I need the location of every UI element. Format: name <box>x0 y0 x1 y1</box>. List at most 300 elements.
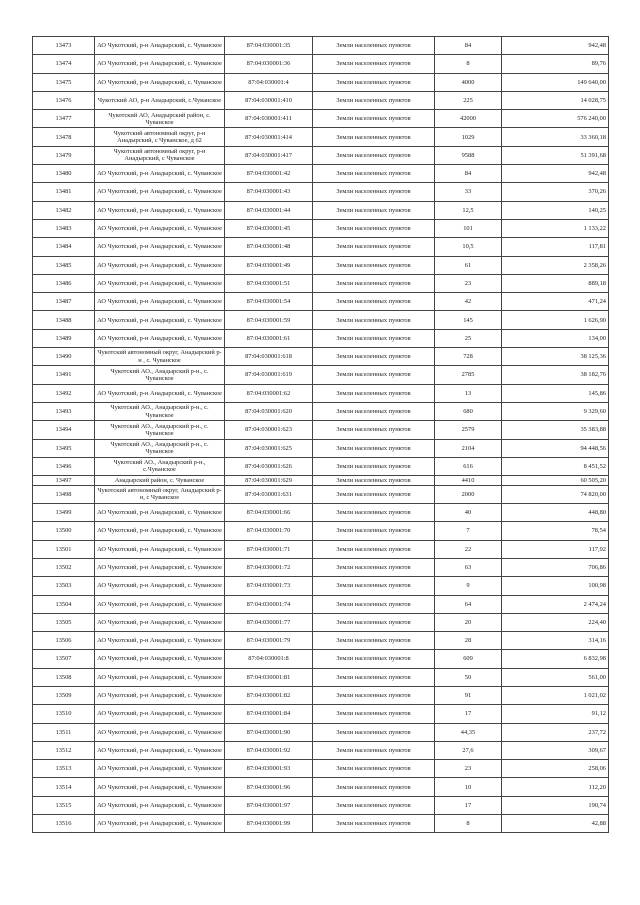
table-row <box>33 778 609 796</box>
land-category-cell: Земли населенных пунктов <box>313 668 435 686</box>
cadastral-value-cell: 9 329,60 <box>502 402 609 420</box>
cadastral-value-cell: 38 125,36 <box>502 348 609 366</box>
land-category-cell: Земли населенных пунктов <box>313 577 435 595</box>
cadastral-value-cell: 889,18 <box>502 274 609 292</box>
area-cell: 63 <box>435 558 502 576</box>
address-cell: АО Чукотский, р-н Анадырский, с. Чуванское <box>95 705 225 723</box>
land-category-cell: Земли населенных пунктов <box>313 311 435 329</box>
table-row <box>33 577 609 595</box>
row-number-cell: 13495 <box>33 439 95 457</box>
land-category-cell: Земли населенных пунктов <box>313 219 435 237</box>
cadastral-number-cell: 87:04:030001:70 <box>225 522 313 540</box>
row-number-cell: 13479 <box>33 146 95 164</box>
row-number-cell: 13503 <box>33 577 95 595</box>
cadastral-value-cell: 2 358,26 <box>502 256 609 274</box>
cadastral-value-cell: 258,06 <box>502 760 609 778</box>
cadastral-value-cell: 74 820,00 <box>502 485 609 503</box>
row-number-cell: 13507 <box>33 650 95 668</box>
cadastral-number-cell: 87:04:030001:96 <box>225 778 313 796</box>
land-category-cell: Земли населенных пунктов <box>313 815 435 833</box>
area-cell: 4000 <box>435 73 502 91</box>
cadastral-value-cell: 1 021,02 <box>502 686 609 704</box>
cadastral-number-cell: 87:04:030001:618 <box>225 348 313 366</box>
address-cell: АО Чукотский, р-н Анадырский, с. Чуванское <box>95 238 225 256</box>
address-cell: Чукотский автономный округ, р-н Анадырский, с Чуванское, д 62 <box>95 128 225 146</box>
table-row <box>33 274 609 292</box>
table-row <box>33 595 609 613</box>
row-number-cell: 13506 <box>33 632 95 650</box>
row-number-cell: 13478 <box>33 128 95 146</box>
cadastral-value-cell: 140,25 <box>502 201 609 219</box>
cadastral-value-cell: 91,12 <box>502 705 609 723</box>
land-category-cell: Земли населенных пунктов <box>313 293 435 311</box>
cadastral-value-cell: 1 626,90 <box>502 311 609 329</box>
table-row <box>33 632 609 650</box>
address-cell: Чукотский АО., Анадырский р-н., с. Чуванское <box>95 439 225 457</box>
land-category-cell: Земли населенных пунктов <box>313 705 435 723</box>
land-category-cell: Земли населенных пунктов <box>313 384 435 402</box>
row-number-cell: 13510 <box>33 705 95 723</box>
area-cell: 42000 <box>435 110 502 128</box>
table-row <box>33 128 609 146</box>
cadastral-value-cell: 33 360,18 <box>502 128 609 146</box>
area-cell: 609 <box>435 650 502 668</box>
address-cell: Чукотский АО., Анадырский р-н., с. Чуванское <box>95 366 225 384</box>
cadastral-value-cell: 35 383,88 <box>502 421 609 439</box>
table-row <box>33 201 609 219</box>
row-number-cell: 13489 <box>33 329 95 347</box>
address-cell: Чукотский АО, Анадырский район, с. Чуванское <box>95 110 225 128</box>
row-number-cell: 13473 <box>33 37 95 55</box>
cadastral-number-cell: 87:04:030001:43 <box>225 183 313 201</box>
table-row <box>33 796 609 814</box>
area-cell: 12,5 <box>435 201 502 219</box>
row-number-cell: 13500 <box>33 522 95 540</box>
area-cell: 22 <box>435 540 502 558</box>
cadastral-number-cell: 87:04:030001:410 <box>225 91 313 109</box>
area-cell: 50 <box>435 668 502 686</box>
table-row <box>33 723 609 741</box>
address-cell: АО Чукотский, р-н Анадырский, с. Чуванское <box>95 165 225 183</box>
address-cell: АО Чукотский, р-н Анадырский, с. Чуванское <box>95 183 225 201</box>
cadastral-number-cell: 87:04:030001:61 <box>225 329 313 347</box>
table-row <box>33 183 609 201</box>
address-cell: АО Чукотский, р-н Анадырский, с. Чуванское <box>95 329 225 347</box>
area-cell: 64 <box>435 595 502 613</box>
cadastral-number-cell: 87:04:030001:620 <box>225 402 313 420</box>
table-row <box>33 485 609 503</box>
land-category-cell: Земли населенных пунктов <box>313 128 435 146</box>
cadastral-number-cell: 87:04:030001:623 <box>225 421 313 439</box>
cadastral-value-cell: 134,00 <box>502 329 609 347</box>
land-category-cell: Земли населенных пунктов <box>313 540 435 558</box>
address-cell: Анадырский район, с. Чуванское <box>95 476 225 486</box>
area-cell: 40 <box>435 504 502 522</box>
address-cell: Чукотский АО., Анадырский р-н., с.Чуванское <box>95 457 225 475</box>
land-category-cell: Земли населенных пунктов <box>313 476 435 486</box>
row-number-cell: 13511 <box>33 723 95 741</box>
row-number-cell: 13477 <box>33 110 95 128</box>
table-row <box>33 760 609 778</box>
area-cell: 28 <box>435 632 502 650</box>
area-cell: 616 <box>435 457 502 475</box>
land-category-cell: Земли населенных пунктов <box>313 165 435 183</box>
area-cell: 8 <box>435 815 502 833</box>
cadastral-number-cell: 87:04:030001:84 <box>225 705 313 723</box>
cadastral-value-cell: 78,54 <box>502 522 609 540</box>
cadastral-number-cell: 87:04:030001:72 <box>225 558 313 576</box>
area-cell: 17 <box>435 705 502 723</box>
cadastral-number-cell: 87:04:030001:42 <box>225 165 313 183</box>
land-category-cell: Земли населенных пунктов <box>313 274 435 292</box>
table-row <box>33 686 609 704</box>
address-cell: АО Чукотский, р-н Анадырский, с. Чуванское <box>95 815 225 833</box>
land-category-cell: Земли населенных пунктов <box>313 421 435 439</box>
land-category-cell: Земли населенных пунктов <box>313 595 435 613</box>
address-cell: АО Чукотский, р-н Анадырский, с. Чуванское <box>95 522 225 540</box>
address-cell: Чукотский автономный округ, Анадырский р-н, с Чуванское <box>95 485 225 503</box>
address-cell: АО Чукотский, р-н Анадырский, с. Чуванское <box>95 796 225 814</box>
cadastral-number-cell: 87:04:030001:74 <box>225 595 313 613</box>
row-number-cell: 13496 <box>33 457 95 475</box>
cadastral-value-cell: 1 133,22 <box>502 219 609 237</box>
row-number-cell: 13488 <box>33 311 95 329</box>
cadastral-number-cell: 87:04:030001:49 <box>225 256 313 274</box>
row-number-cell: 13502 <box>33 558 95 576</box>
table-row <box>33 504 609 522</box>
row-number-cell: 13498 <box>33 485 95 503</box>
cadastral-value-cell: 190,74 <box>502 796 609 814</box>
table-row <box>33 55 609 73</box>
cadastral-value-cell: 706,86 <box>502 558 609 576</box>
cadastral-value-cell: 100,98 <box>502 577 609 595</box>
table-row <box>33 73 609 91</box>
cadastral-number-cell: 87:04:030001:631 <box>225 485 313 503</box>
table-row <box>33 476 609 486</box>
address-cell: АО Чукотский, р-н Анадырский, с. Чуванское <box>95 311 225 329</box>
cadastral-value-cell: 94 448,56 <box>502 439 609 457</box>
area-cell: 10,5 <box>435 238 502 256</box>
table-row <box>33 668 609 686</box>
cadastral-value-cell: 224,40 <box>502 613 609 631</box>
row-number-cell: 13474 <box>33 55 95 73</box>
address-cell: АО Чукотский, р-н Анадырский, с. Чуванское <box>95 73 225 91</box>
address-cell: АО Чукотский, р-н Анадырский, с. Чуванское <box>95 201 225 219</box>
area-cell: 13 <box>435 384 502 402</box>
table-row <box>33 311 609 329</box>
table-row <box>33 439 609 457</box>
land-category-cell: Земли населенных пунктов <box>313 348 435 366</box>
area-cell: 728 <box>435 348 502 366</box>
table-row <box>33 540 609 558</box>
land-category-cell: Земли населенных пунктов <box>313 457 435 475</box>
address-cell: Чукотский АО, р-н Анадырский, с.Чуванское <box>95 91 225 109</box>
area-cell: 9588 <box>435 146 502 164</box>
table-row <box>33 366 609 384</box>
area-cell: 2000 <box>435 485 502 503</box>
area-cell: 225 <box>435 91 502 109</box>
address-cell: АО Чукотский, р-н Анадырский, с. Чуванское <box>95 686 225 704</box>
cadastral-number-cell: 87:04:030001:44 <box>225 201 313 219</box>
table-row <box>33 329 609 347</box>
table-row <box>33 91 609 109</box>
cadastral-value-cell: 471,24 <box>502 293 609 311</box>
row-number-cell: 13491 <box>33 366 95 384</box>
land-category-cell: Земли населенных пунктов <box>313 366 435 384</box>
cadastral-number-cell: 87:04:030001:59 <box>225 311 313 329</box>
row-number-cell: 13505 <box>33 613 95 631</box>
row-number-cell: 13516 <box>33 815 95 833</box>
land-category-cell: Земли населенных пунктов <box>313 778 435 796</box>
row-number-cell: 13493 <box>33 402 95 420</box>
cadastral-value-cell: 6 832,98 <box>502 650 609 668</box>
address-cell: АО Чукотский, р-н Анадырский, с. Чуванское <box>95 558 225 576</box>
cadastral-value-cell: 942,48 <box>502 37 609 55</box>
cadastral-value-cell: 149 640,00 <box>502 73 609 91</box>
cadastral-value-cell: 38 182,76 <box>502 366 609 384</box>
address-cell: АО Чукотский, р-н Анадырский, с. Чуванское <box>95 293 225 311</box>
land-category-cell: Земли населенных пунктов <box>313 402 435 420</box>
area-cell: 42 <box>435 293 502 311</box>
address-cell: Чукотский АО., Анадырский р-н., с. Чуванское <box>95 402 225 420</box>
land-category-cell: Земли населенных пунктов <box>313 238 435 256</box>
address-cell: АО Чукотский, р-н Анадырский, с. Чуванское <box>95 632 225 650</box>
address-cell: АО Чукотский, р-н Анадырский, с. Чуванское <box>95 55 225 73</box>
area-cell: 1029 <box>435 128 502 146</box>
address-cell: АО Чукотский, р-н Анадырский, с. Чуванское <box>95 256 225 274</box>
cadastral-number-cell: 87:04:030001:81 <box>225 668 313 686</box>
address-cell: АО Чукотский, р-н Анадырский, с. Чуванское <box>95 760 225 778</box>
cadastral-number-cell: 87:04:030001:8 <box>225 650 313 668</box>
cadastral-value-cell: 448,80 <box>502 504 609 522</box>
cadastral-number-cell: 87:04:030001:36 <box>225 55 313 73</box>
address-cell: Чукотский автономный округ, р-н Анадырский, с Чуванское <box>95 146 225 164</box>
cadastral-value-cell: 237,72 <box>502 723 609 741</box>
table-row <box>33 741 609 759</box>
cadastral-number-cell: 87:04:030001:35 <box>225 37 313 55</box>
row-number-cell: 13497 <box>33 476 95 486</box>
land-category-cell: Земли населенных пунктов <box>313 256 435 274</box>
address-cell: АО Чукотский, р-н Анадырский, с. Чуванское <box>95 650 225 668</box>
cadastral-value-cell: 576 240,00 <box>502 110 609 128</box>
address-cell: АО Чукотский, р-н Анадырский, с. Чуванское <box>95 723 225 741</box>
cadastral-number-cell: 87:04:030001:414 <box>225 128 313 146</box>
area-cell: 145 <box>435 311 502 329</box>
address-cell: АО Чукотский, р-н Анадырский, с. Чуванское <box>95 219 225 237</box>
area-cell: 44,35 <box>435 723 502 741</box>
cadastral-number-cell: 87:04:030001:99 <box>225 815 313 833</box>
cadastral-value-cell: 370,26 <box>502 183 609 201</box>
table-row <box>33 815 609 833</box>
address-cell: АО Чукотский, р-н Анадырский, с. Чуванское <box>95 37 225 55</box>
row-number-cell: 13509 <box>33 686 95 704</box>
row-number-cell: 13475 <box>33 73 95 91</box>
row-number-cell: 13484 <box>33 238 95 256</box>
cadastral-number-cell: 87:04:030001:411 <box>225 110 313 128</box>
cadastral-value-cell: 42,88 <box>502 815 609 833</box>
row-number-cell: 13494 <box>33 421 95 439</box>
table-row <box>33 421 609 439</box>
row-number-cell: 13515 <box>33 796 95 814</box>
land-category-cell: Земли населенных пунктов <box>313 37 435 55</box>
area-cell: 23 <box>435 760 502 778</box>
table-row <box>33 165 609 183</box>
cadastral-number-cell: 87:04:030001:626 <box>225 457 313 475</box>
area-cell: 20 <box>435 613 502 631</box>
address-cell: АО Чукотский, р-н Анадырский, с. Чуванское <box>95 741 225 759</box>
table-row <box>33 348 609 366</box>
row-number-cell: 13492 <box>33 384 95 402</box>
table-row <box>33 522 609 540</box>
cadastral-value-cell: 8 451,52 <box>502 457 609 475</box>
cadastral-value-cell: 112,20 <box>502 778 609 796</box>
land-category-cell: Земли населенных пунктов <box>313 741 435 759</box>
table-row <box>33 457 609 475</box>
land-category-cell: Земли населенных пунктов <box>313 485 435 503</box>
area-cell: 9 <box>435 577 502 595</box>
area-cell: 17 <box>435 796 502 814</box>
area-cell: 91 <box>435 686 502 704</box>
row-number-cell: 13486 <box>33 274 95 292</box>
table-row <box>33 146 609 164</box>
table-row <box>33 238 609 256</box>
row-number-cell: 13487 <box>33 293 95 311</box>
area-cell: 7 <box>435 522 502 540</box>
row-number-cell: 13482 <box>33 201 95 219</box>
cadastral-number-cell: 87:04:030001:97 <box>225 796 313 814</box>
area-cell: 2785 <box>435 366 502 384</box>
area-cell: 23 <box>435 274 502 292</box>
area-cell: 680 <box>435 402 502 420</box>
land-category-cell: Земли населенных пунктов <box>313 146 435 164</box>
land-category-cell: Земли населенных пунктов <box>313 73 435 91</box>
table-row <box>33 613 609 631</box>
area-cell: 101 <box>435 219 502 237</box>
cadastral-value-cell: 51 391,68 <box>502 146 609 164</box>
area-cell: 10 <box>435 778 502 796</box>
land-category-cell: Земли населенных пунктов <box>313 796 435 814</box>
land-category-cell: Земли населенных пунктов <box>313 613 435 631</box>
land-category-cell: Земли населенных пунктов <box>313 522 435 540</box>
cadastral-number-cell: 87:04:030001:51 <box>225 274 313 292</box>
row-number-cell: 13501 <box>33 540 95 558</box>
cadastral-value-cell: 14 028,75 <box>502 91 609 109</box>
address-cell: АО Чукотский, р-н Анадырский, с. Чуванское <box>95 613 225 631</box>
cadastral-number-cell: 87:04:030001:629 <box>225 476 313 486</box>
row-number-cell: 13483 <box>33 219 95 237</box>
table-row <box>33 219 609 237</box>
cadastral-number-cell: 87:04:030001:66 <box>225 504 313 522</box>
land-category-cell: Земли населенных пунктов <box>313 650 435 668</box>
cadastral-value-cell: 561,00 <box>502 668 609 686</box>
cadastral-value-cell: 309,67 <box>502 741 609 759</box>
row-number-cell: 13476 <box>33 91 95 109</box>
land-category-cell: Земли населенных пунктов <box>313 183 435 201</box>
area-cell: 84 <box>435 165 502 183</box>
cadastral-value-cell: 117,92 <box>502 540 609 558</box>
cadastral-number-cell: 87:04:030001:45 <box>225 219 313 237</box>
cadastral-number-cell: 87:04:030001:93 <box>225 760 313 778</box>
table-row <box>33 558 609 576</box>
land-category-cell: Земли населенных пунктов <box>313 632 435 650</box>
address-cell: АО Чукотский, р-н Анадырский, с. Чуванское <box>95 384 225 402</box>
area-cell: 8 <box>435 55 502 73</box>
table-body <box>33 37 609 833</box>
land-category-cell: Земли населенных пунктов <box>313 439 435 457</box>
land-category-cell: Земли населенных пунктов <box>313 760 435 778</box>
area-cell: 2579 <box>435 421 502 439</box>
row-number-cell: 13499 <box>33 504 95 522</box>
land-plots-table <box>32 36 609 833</box>
table-row <box>33 110 609 128</box>
address-cell: АО Чукотский, р-н Анадырский, с. Чуванское <box>95 540 225 558</box>
area-cell: 27,6 <box>435 741 502 759</box>
row-number-cell: 13504 <box>33 595 95 613</box>
cadastral-number-cell: 87:04:030001:4 <box>225 73 313 91</box>
cadastral-number-cell: 87:04:030001:73 <box>225 577 313 595</box>
row-number-cell: 13508 <box>33 668 95 686</box>
address-cell: АО Чукотский, р-н Анадырский, с. Чуванское <box>95 504 225 522</box>
cadastral-number-cell: 87:04:030001:48 <box>225 238 313 256</box>
address-cell: Чукотский автономный округ, Анадырский р-н , с. Чуванское <box>95 348 225 366</box>
cadastral-number-cell: 87:04:030001:90 <box>225 723 313 741</box>
cadastral-number-cell: 87:04:030001:62 <box>225 384 313 402</box>
cadastral-number-cell: 87:04:030001:79 <box>225 632 313 650</box>
table-row <box>33 402 609 420</box>
address-cell: АО Чукотский, р-н Анадырский, с. Чуванское <box>95 778 225 796</box>
table-row <box>33 37 609 55</box>
address-cell: АО Чукотский, р-н Анадырский, с. Чуванское <box>95 595 225 613</box>
row-number-cell: 13485 <box>33 256 95 274</box>
table-row <box>33 293 609 311</box>
land-category-cell: Земли населенных пунктов <box>313 201 435 219</box>
cadastral-value-cell: 145,86 <box>502 384 609 402</box>
area-cell: 2104 <box>435 439 502 457</box>
area-cell: 4410 <box>435 476 502 486</box>
cadastral-number-cell: 87:04:030001:417 <box>225 146 313 164</box>
row-number-cell: 13512 <box>33 741 95 759</box>
cadastral-number-cell: 87:04:030001:625 <box>225 439 313 457</box>
cadastral-value-cell: 2 474,24 <box>502 595 609 613</box>
cadastral-number-cell: 87:04:030001:54 <box>225 293 313 311</box>
address-cell: АО Чукотский, р-н Анадырский, с. Чуванское <box>95 577 225 595</box>
row-number-cell: 13480 <box>33 165 95 183</box>
table-row <box>33 705 609 723</box>
cadastral-number-cell: 87:04:030001:77 <box>225 613 313 631</box>
address-cell: АО Чукотский, р-н Анадырский, с. Чуванское <box>95 668 225 686</box>
address-cell: Чукотский АО., Анадырский р-н., с. Чуванское <box>95 421 225 439</box>
table-row <box>33 384 609 402</box>
cadastral-value-cell: 89,76 <box>502 55 609 73</box>
cadastral-number-cell: 87:04:030001:82 <box>225 686 313 704</box>
row-number-cell: 13490 <box>33 348 95 366</box>
area-cell: 61 <box>435 256 502 274</box>
land-category-cell: Земли населенных пунктов <box>313 558 435 576</box>
land-category-cell: Земли населенных пунктов <box>313 504 435 522</box>
land-category-cell: Земли населенных пунктов <box>313 110 435 128</box>
cadastral-number-cell: 87:04:030001:92 <box>225 741 313 759</box>
land-category-cell: Земли населенных пунктов <box>313 329 435 347</box>
land-category-cell: Земли населенных пунктов <box>313 686 435 704</box>
table-row <box>33 650 609 668</box>
address-cell: АО Чукотский, р-н Анадырский, с. Чуванское <box>95 274 225 292</box>
row-number-cell: 13481 <box>33 183 95 201</box>
cadastral-number-cell: 87:04:030001:619 <box>225 366 313 384</box>
table-row <box>33 256 609 274</box>
area-cell: 33 <box>435 183 502 201</box>
row-number-cell: 13513 <box>33 760 95 778</box>
row-number-cell: 13514 <box>33 778 95 796</box>
